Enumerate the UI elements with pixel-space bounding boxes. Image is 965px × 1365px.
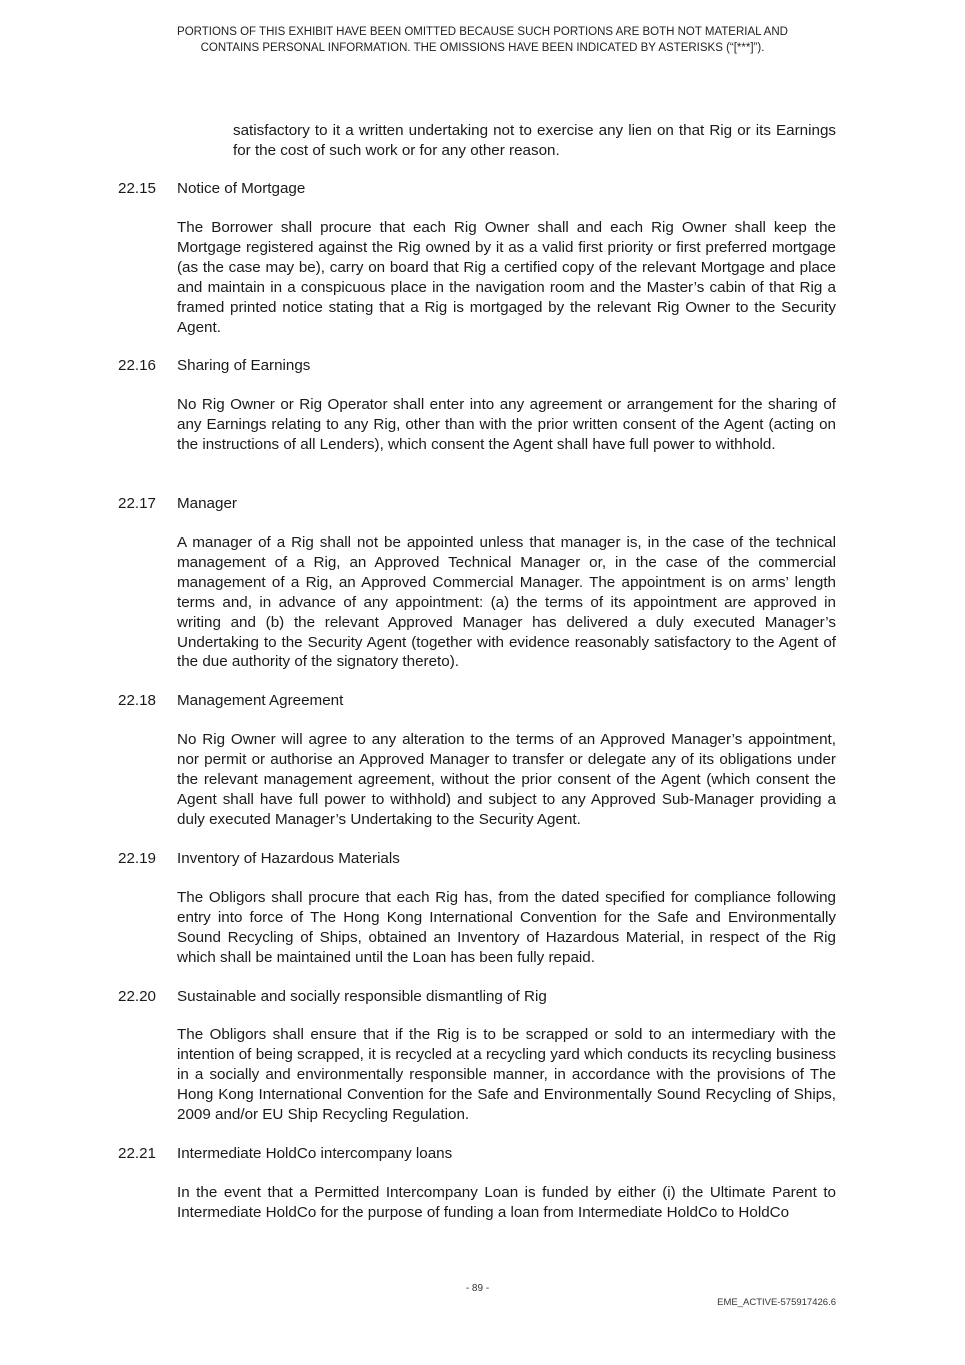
section-heading-22-15 <box>118 179 838 199</box>
section-number: 22.19 <box>118 850 157 867</box>
continuation-paragraph: satisfactory to it a written undertaking not to exercise any lien on that Rig or its Earnings for the cost of such work or for any other reason. <box>233 122 836 159</box>
header-line-2: CONTAINS PERSONAL INFORMATION. THE OMISSIONS HAVE BEEN INDICATED BY ASTERISKS (“[***]”). <box>200 42 765 54</box>
section-body-22-20: The Obligors shall ensure that if the Rig is to be scrapped or sold to an intermediary with the intention of being scrapped, it is recycled at a recycling yard which conducts its recycling business in a socially and environmentally responsible manner, in accordance with the provisions of The Hong Kong International Convention for the Safe and Environmentally Sound Recycling of Ships, 2009 and/or EU Ship Recycling Regulation. <box>177 1026 836 1123</box>
section-body-22-21: In the event that a Permitted Intercompany Loan is funded by either (i) the Ultimate Parent to Intermediate HoldCo for the purpose of funding a loan from Intermediate HoldCo to HoldCo <box>177 1184 836 1221</box>
page-number: - 89 - <box>465 1283 490 1294</box>
section-title: Intermediate HoldCo intercompany loans <box>177 1145 453 1162</box>
header-line-1: PORTIONS OF THIS EXHIBIT HAVE BEEN OMITTED BECAUSE SUCH PORTIONS ARE BOTH NOT MATERIAL AND <box>177 26 788 38</box>
section-title: Notice of Mortgage <box>177 180 306 197</box>
section-number: 22.21 <box>118 1145 157 1162</box>
section-title: Management Agreement <box>177 692 344 709</box>
section-number: 22.16 <box>118 357 157 374</box>
section-heading-22-17 <box>118 494 838 514</box>
section-title: Manager <box>177 495 237 512</box>
section-body-22-18: No Rig Owner will agree to any alteration to the terms of an Approved Manager’s appointment, nor permit or authorise an Approved Manager to transfer or delegate any of its obligations under the relevant management agreement, without the prior consent of the Agent (which consent the Agent shall have full power to withhold) and subject to any Approved Sub-Manager providing a duly executed Manager’s Undertaking to the Security Agent. <box>177 731 836 828</box>
section-number: 22.18 <box>118 692 157 709</box>
section-title: Inventory of Hazardous Materials <box>177 850 400 867</box>
section-title: Sustainable and socially responsible dismantling of Rig <box>177 988 547 1005</box>
section-number: 22.17 <box>118 495 157 512</box>
section-heading-22-19 <box>118 849 838 869</box>
section-number: 22.20 <box>118 988 157 1005</box>
section-heading-22-20 <box>118 987 838 1007</box>
document-reference: EME_ACTIVE-575917426.6 <box>717 1297 836 1308</box>
confidentiality-header <box>90 24 875 56</box>
section-body-22-17: A manager of a Rig shall not be appointed unless that manager is, in the case of the technical management of a Rig, an Approved Technical Manager or, in the case of the commercial management of a Rig, an Approved Commercial Manager. The appointment is on arms’ length terms and, in advance of any appointment: (a) the terms of its appointment are approved in writing and (b) the relevant Approved Manager has delivered a duly executed Manager’s Undertaking to the Security Agent (together with evidence reasonably satisfactory to the Agent of the due authority of the signatory thereto). <box>177 534 836 671</box>
section-title: Sharing of Earnings <box>177 357 311 374</box>
section-body-22-19: The Obligors shall procure that each Rig has, from the dated specified for compliance following entry into force of The Hong Kong International Convention for the Safe and Environmentally Sound Recycling of Ships, obtained an Inventory of Hazardous Material, in respect of the Rig which shall be maintained until the Loan has been fully repaid. <box>177 889 836 966</box>
section-body-22-15: The Borrower shall procure that each Rig Owner shall and each Rig Owner shall keep the Mortgage registered against the Rig owned by it as a valid first priority or first preferred mortgage (as the case may be), carry on board that Rig a certified copy of the relevant Mortgage and place and maintain in a conspicuous place in the navigation room and the Master’s cabin of that Rig a framed printed notice stating that a Rig is mortgaged by the relevant Rig Owner to the Security Agent. <box>177 219 836 336</box>
section-number: 22.15 <box>118 180 157 197</box>
section-heading-22-18 <box>118 691 838 711</box>
section-body-22-16: No Rig Owner or Rig Operator shall enter into any agreement or arrangement for the sharing of any Earnings relating to any Rig, other than with the prior written consent of the Agent (acting on the instructions of all Lenders), which consent the Agent shall have full power to withhold. <box>177 396 836 453</box>
section-heading-22-16 <box>118 356 838 376</box>
section-heading-22-21 <box>118 1144 838 1164</box>
